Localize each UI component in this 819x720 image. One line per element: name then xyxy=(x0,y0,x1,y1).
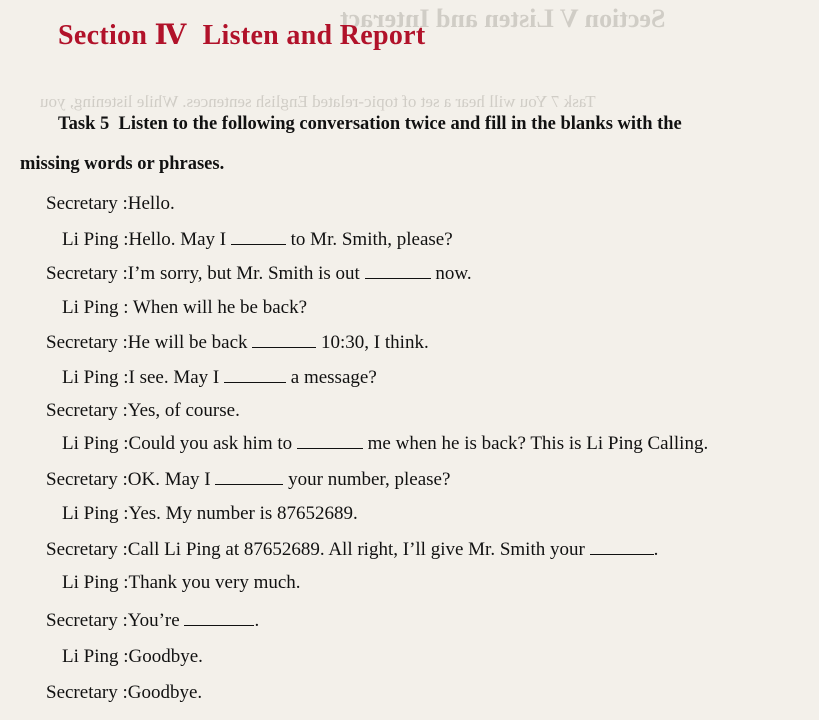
bleedthrough-text: Task 7 You will hear a set of topic-related English sentences. While listening, you xyxy=(40,92,596,111)
answer-blank[interactable] xyxy=(590,537,654,555)
task-instructions xyxy=(20,104,805,184)
speaker-name: Li Ping xyxy=(62,297,119,318)
dialogue-text: Yes. My number is 87652689. xyxy=(128,503,358,524)
section-name: Listen and Report xyxy=(202,20,426,51)
speaker-name: Secretary xyxy=(46,610,118,631)
dialogue-text: I’m sorry, but Mr. Smith is out xyxy=(127,263,365,284)
dialogue-text: He will be back xyxy=(127,332,253,353)
dialogue-text: me when he is back? This is Li Ping Calling. xyxy=(362,433,709,454)
dialogue-text: You’re xyxy=(127,610,185,631)
dialogue-text: Yes, of course. xyxy=(127,400,240,421)
speaker-name: Li Ping xyxy=(62,572,119,593)
dialogue-text: Goodbye. xyxy=(128,646,203,667)
dialogue-text: 10:30, I think. xyxy=(316,332,429,353)
dialogue-text: . xyxy=(653,539,659,560)
dialogue-text: Call Li Ping at 87652689. All right, I’ll give Mr. Smith your xyxy=(127,539,590,560)
dialogue-line: Li Ping :Thank you very much. xyxy=(62,572,301,593)
dialogue-text: When will he be back? xyxy=(128,297,308,318)
dialogue-text: Hello. xyxy=(127,193,175,214)
answer-blank[interactable] xyxy=(231,227,286,245)
dialogue-text: Hello. May I xyxy=(128,229,231,250)
section-title xyxy=(58,18,425,52)
dialogue-text: I see. May I xyxy=(128,367,225,388)
speaker-name: Li Ping xyxy=(62,433,119,454)
speaker-name: Secretary xyxy=(46,263,118,284)
speaker-name: Secretary xyxy=(46,332,118,353)
speaker-name: Secretary xyxy=(46,469,118,490)
answer-blank[interactable] xyxy=(215,467,283,485)
task-label: Task 5 xyxy=(58,114,110,134)
task-instruction-line1: Listen to the following conversation twice and fill in the blanks with the xyxy=(118,114,682,134)
dialogue-line: Li Ping :I see. May I a message? xyxy=(62,367,377,388)
dialogue-line: Li Ping :Yes. My number is 87652689. xyxy=(62,503,358,524)
speaker-name: Secretary xyxy=(46,400,118,421)
answer-blank[interactable] xyxy=(224,365,286,383)
dialogue-line: Secretary :You’re . xyxy=(46,610,260,631)
answer-blank[interactable] xyxy=(184,608,254,626)
speaker-name: Li Ping xyxy=(62,229,119,250)
dialogue-line: Secretary :Goodbye. xyxy=(46,682,203,703)
bleedthrough-text: Section V Listen and Interact xyxy=(340,4,666,33)
answer-blank[interactable] xyxy=(365,261,431,279)
dialogue-line: Li Ping :Hello. May I to Mr. Smith, please? xyxy=(62,229,453,250)
dialogue-text: OK. May I xyxy=(127,469,216,490)
answer-blank[interactable] xyxy=(252,330,316,348)
dialogue-text: Could you ask him to xyxy=(128,433,297,454)
dialogue-line: Li Ping :Goodbye. xyxy=(62,646,203,667)
speaker-name: Li Ping xyxy=(62,646,119,667)
dialogue-text: . xyxy=(254,610,260,631)
speaker-name: Li Ping xyxy=(62,503,119,524)
dialogue-line: Secretary :Call Li Ping at 87652689. All right, I’ll give Mr. Smith your . xyxy=(46,539,659,560)
dialogue-line: Secretary :He will be back 10:30, I think. xyxy=(46,332,429,353)
dialogue-text: your number, please? xyxy=(283,469,451,490)
dialogue-line: Li Ping : When will he be back? xyxy=(62,297,308,318)
answer-blank[interactable] xyxy=(297,431,363,449)
dialogue-text: Goodbye. xyxy=(127,682,203,703)
dialogue-text: to Mr. Smith, please? xyxy=(285,229,453,250)
speaker-name: Secretary xyxy=(46,539,118,560)
speaker-name: Li Ping xyxy=(62,367,119,388)
dialogue-line: Li Ping :Could you ask him to me when he is back? This is Li Ping Calling. xyxy=(62,433,709,454)
dialogue-text: Thank you very much. xyxy=(128,572,301,593)
dialogue-line: Secretary :Yes, of course. xyxy=(46,400,240,421)
speaker-name: Secretary xyxy=(46,193,118,214)
task-instruction-line2: missing words or phrases. xyxy=(20,154,225,174)
dialogue-line: Secretary :Hello. xyxy=(46,193,175,214)
speaker-name: Secretary xyxy=(46,682,118,703)
dialogue-line: Secretary :OK. May I your number, please? xyxy=(46,469,451,490)
dialogue-text: a message? xyxy=(286,367,377,388)
section-number: Section Ⅳ xyxy=(58,20,187,51)
dialogue-text: now. xyxy=(430,263,472,284)
dialogue-line: Secretary :I’m sorry, but Mr. Smith is out now. xyxy=(46,263,472,284)
